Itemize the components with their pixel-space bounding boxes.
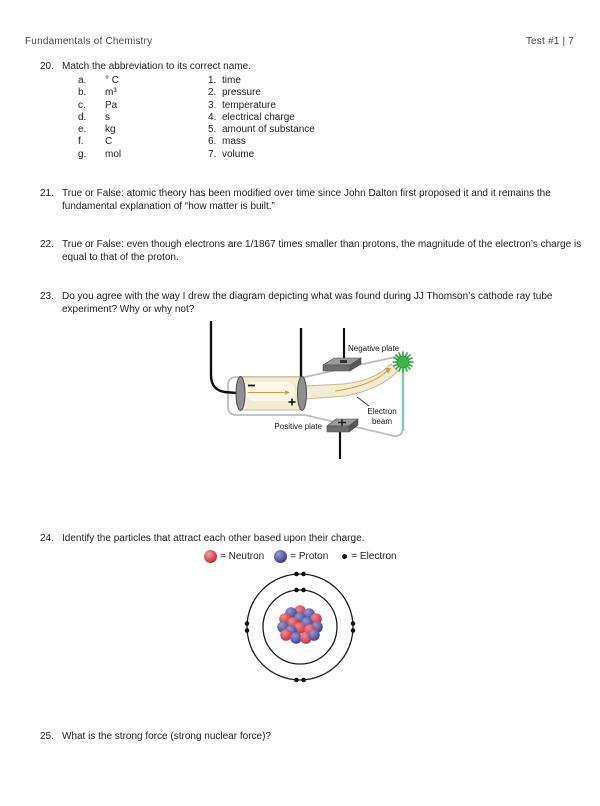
- match-row: [78, 112, 315, 124]
- option-letter: g.: [78, 148, 87, 160]
- question-21: [40, 188, 588, 213]
- option-number: 5.: [208, 124, 217, 135]
- unit-name: amount of substance: [222, 124, 315, 135]
- option-letter: f.: [78, 136, 84, 148]
- match-list: [78, 75, 315, 161]
- legend-label: = Proton: [290, 551, 329, 562]
- question-text: True or False: even though electrons are 1/1867 times smaller than protons, the magnitude of the electron’s charge is equal to that of the proton.: [62, 239, 582, 263]
- starburst-core: [397, 356, 409, 368]
- option-number: 1.: [208, 75, 217, 86]
- unit-name: mass: [222, 136, 246, 148]
- cylinder-right-cap: [298, 377, 307, 411]
- option-letter: c.: [78, 99, 86, 111]
- electron-beam-label-line2: beam: [371, 417, 393, 426]
- match-row: [78, 75, 315, 87]
- option-number: 7.: [208, 148, 217, 160]
- question-number: 22.: [40, 239, 54, 250]
- option-number: 4.: [208, 111, 217, 123]
- abbreviation: s: [105, 111, 110, 123]
- option-letter: b.: [78, 87, 87, 99]
- cylinder-left-cap: [236, 377, 245, 411]
- abbreviation: Pa: [105, 99, 118, 111]
- page-number: Test #1 | 7: [525, 36, 574, 47]
- abbreviation: C: [105, 136, 113, 148]
- match-row: [78, 124, 315, 136]
- legend-label: = Electron: [351, 551, 397, 562]
- unit-name: volume: [222, 148, 255, 160]
- legend-label: = Neutron: [220, 551, 265, 562]
- question-23: [40, 291, 588, 316]
- question-number: 25.: [40, 731, 54, 742]
- unit-name: time: [222, 75, 241, 86]
- abbreviation: kg: [105, 124, 116, 135]
- question-text: Do you agree with the way I drew the diagram depicting what was found during JJ Thomson’s cathode ray tube experiment? Why or why not?: [62, 291, 553, 315]
- question-text: Match the abbreviation to its correct name.: [62, 61, 251, 72]
- question-text: Identify the particles that attract each other based upon their charge.: [62, 533, 365, 544]
- option-number: 3.: [208, 99, 217, 111]
- option-letter: d.: [78, 111, 87, 123]
- atom-diagram: [230, 559, 370, 704]
- negative-plate: [323, 358, 361, 371]
- question-text: What is the strong force (strong nuclear force)?: [62, 731, 271, 742]
- abbreviation: m³: [105, 87, 117, 99]
- match-row: [78, 87, 315, 99]
- neutron-sphere-icon: [204, 550, 217, 563]
- beam-label-pointer: [357, 397, 369, 406]
- question-number: 21.: [40, 188, 54, 199]
- positive-plate-label: Positive plate: [274, 422, 322, 431]
- cathode-wire: [211, 322, 236, 393]
- nucleus: [277, 605, 323, 644]
- option-letter: e.: [78, 124, 87, 135]
- abbreviation: ° C: [105, 75, 119, 86]
- question-number: 24.: [40, 533, 54, 544]
- question-24: [40, 533, 588, 546]
- question-22: [40, 239, 588, 264]
- question-25: [40, 731, 588, 744]
- match-row: [78, 136, 315, 148]
- option-letter: a.: [78, 75, 87, 86]
- document-title: Fundamentals of Chemistry: [25, 36, 153, 47]
- match-row: [78, 149, 315, 161]
- question-number: 23.: [40, 291, 54, 302]
- unit-name: temperature: [222, 99, 276, 111]
- electron-beam-label-line1: Electron: [367, 407, 397, 416]
- question-number: 20.: [40, 61, 54, 72]
- match-row: [78, 100, 315, 112]
- unit-name: electrical charge: [222, 111, 295, 123]
- cathode-ray-tube-diagram: [185, 320, 425, 460]
- option-number: 6.: [208, 136, 217, 148]
- option-number: 2.: [208, 87, 217, 99]
- question-text: True or False: atomic theory has been modified over time since John Dalton first proposed it and it remains the fundamental explanation of “how matter is built.”: [62, 188, 551, 212]
- question-20: [40, 61, 570, 74]
- negative-plate-label: Negative plate: [348, 344, 400, 353]
- abbreviation: mol: [105, 148, 122, 160]
- unit-name: pressure: [222, 87, 261, 99]
